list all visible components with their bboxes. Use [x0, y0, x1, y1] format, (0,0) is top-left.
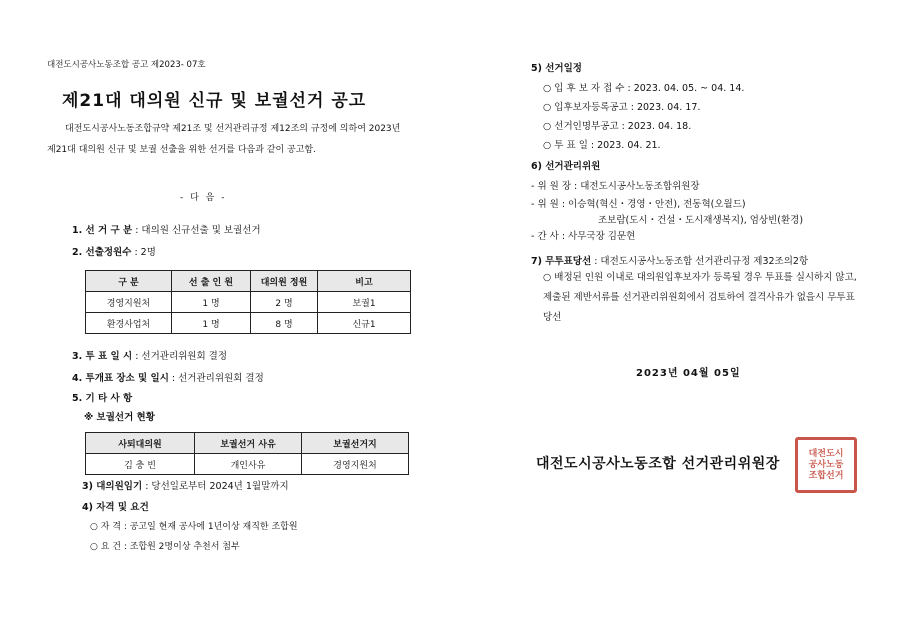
table-cell: 보궐1	[318, 292, 411, 313]
by-election-table	[85, 432, 409, 475]
schedule-line: ○ 입 후 보 자 접 수 : 2023. 04. 05. ~ 04. 14.	[543, 83, 745, 94]
table-cell: 환경사업처	[86, 313, 172, 334]
committee-line: 조보람(도시・건설・도시재생복지), 엄상빈(환경)	[598, 215, 804, 226]
table-cell: 경영지원처	[302, 454, 409, 475]
term-label: 3) 대의원임기	[82, 481, 143, 492]
requirement-line: ○ 요 건 : 조합원 2명이상 추천서 첨부	[90, 542, 240, 552]
table-row	[86, 454, 409, 475]
table-header-row	[86, 271, 411, 292]
section-4-label: 4. 투개표 장소 및 일시	[72, 373, 169, 384]
organization-signature: 대전도시공사노동조합 선거관리위원장	[536, 456, 780, 472]
by-election-note: ※ 보궐선거 현황	[84, 412, 155, 423]
table-header: 구 분	[86, 271, 172, 292]
table-header: 사퇴대의원	[86, 433, 195, 454]
table-cell: 경영지원처	[86, 292, 172, 313]
table-row	[86, 313, 411, 334]
qualification-line: ○ 자 격 : 공고일 현재 공사에 1년이상 재직한 조합원	[90, 522, 298, 532]
section-1-label: 1. 선 거 구 분	[72, 225, 133, 236]
seal-icon: 대전도시 공사노동 조합선거	[808, 448, 844, 481]
section-4	[72, 370, 264, 384]
page-title: 제21대 대의원 신규 및 보궐선거 공고	[62, 91, 367, 111]
quota-table	[85, 270, 411, 334]
term-item	[82, 478, 289, 492]
section-3-value: : 선거관리위원회 결정	[135, 351, 228, 362]
table-header: 보궐선거지	[302, 433, 409, 454]
qualification-item	[82, 499, 149, 513]
section-2	[72, 244, 156, 258]
uncontested-text: ○ 배정된 인원 이내로 대의원입후보자가 등록될 경우 투표를 실시하지 않고, 제출된 제반서류를 선거관리위원회에서 검토하여 결격사유가 없을시 무투표 당선	[543, 272, 857, 323]
table-cell: 1 명	[172, 313, 251, 334]
uncontested-label: 7) 무투표당선	[531, 256, 592, 267]
table-header: 비고	[318, 271, 411, 292]
table-cell: 신규1	[318, 313, 411, 334]
section-4-value: : 선거관리위원회 결정	[171, 373, 264, 384]
uncontested-value: : 대전도시공사노동조합 선거관리규정 제32조의2항	[594, 256, 809, 267]
committee-line: - 위 원 장 : 대전도시공사노동조합위원장	[531, 181, 700, 192]
committee-line: - 간 사 : 사무국장 김문현	[531, 231, 636, 242]
committee-heading: 6) 선거관리위원	[531, 161, 601, 172]
section-3	[72, 348, 227, 362]
center-note: - 다 음 -	[180, 193, 227, 203]
section-5-label: 5. 기 타 사 항	[72, 393, 133, 404]
table-header-row	[86, 433, 409, 454]
section-1-value: : 대의원 신규선출 및 보궐선거	[135, 225, 261, 236]
section-1	[72, 222, 261, 236]
schedule-line: ○ 투 표 일 : 2023. 04. 21.	[543, 140, 661, 151]
section-2-value: : 2명	[134, 247, 156, 258]
official-seal-stamp	[795, 437, 857, 493]
document-number: 대전도시공사노동조합 공고 제2023- 07호	[47, 60, 206, 70]
table-header: 대의원 정원	[251, 271, 318, 292]
uncontested-item	[531, 253, 808, 267]
schedule-heading: 5) 선거일정	[531, 63, 582, 74]
table-header: 보궐선거 사유	[195, 433, 302, 454]
intro-paragraph: 대전도시공사노동조합규약 제21조 및 선거관리규정 제12조의 규정에 의하여 2023년 제21대 대의원 신규 및 보궐 선출을 위한 선거를 다음과 같이 공고함.	[47, 124, 401, 155]
table-cell: 1 명	[172, 292, 251, 313]
section-5	[72, 390, 132, 404]
table-cell: 개인사유	[195, 454, 302, 475]
table-cell: 8 명	[251, 313, 318, 334]
section-2-label: 2. 선출정원수	[72, 247, 132, 258]
notice-date: 2023년 04월 05일	[636, 368, 741, 379]
table-header: 선 출 인 원	[172, 271, 251, 292]
table-cell: 김 충 빈	[86, 454, 195, 475]
section-3-label: 3. 투 표 일 시	[72, 351, 133, 362]
qualification-label: 4) 자격 및 요건	[82, 502, 149, 513]
committee-line: - 위 원 : 이승혁(혁신・경영・안전), 전동혁(오월드)	[531, 199, 746, 210]
table-cell: 2 명	[251, 292, 318, 313]
table-row	[86, 292, 411, 313]
term-value: : 당선일로부터 2024년 1월말까지	[145, 481, 289, 492]
schedule-line: ○ 입후보자등록공고 : 2023. 04. 17.	[543, 102, 701, 113]
schedule-line: ○ 선거인명부공고 : 2023. 04. 18.	[543, 121, 692, 132]
